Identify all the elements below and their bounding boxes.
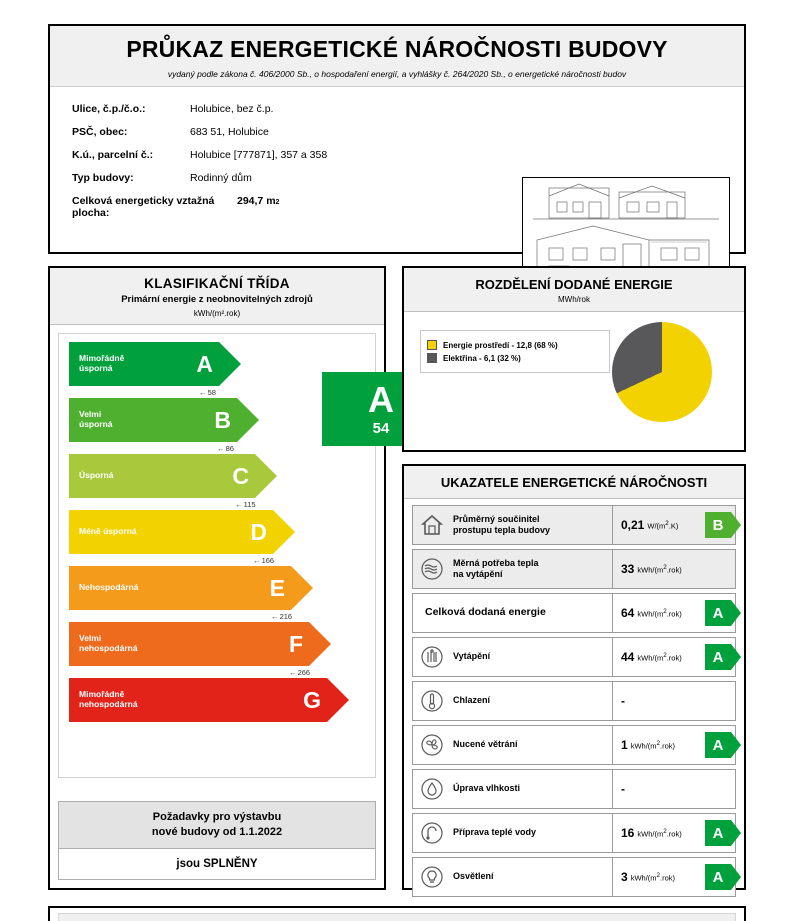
table-row [72, 149, 532, 161]
scale-band-a [69, 342, 219, 386]
band-letter: F [288, 630, 303, 657]
distribution-header [404, 268, 744, 312]
band-tick-c: ← 115 [235, 500, 256, 509]
list-item [412, 549, 736, 589]
header-title-block [50, 26, 744, 87]
table-row-area [72, 195, 532, 219]
legend-label: Energie prostředí - 12,8 (68 %) [443, 340, 558, 350]
indicator-value-cell [612, 769, 736, 809]
band-label: Méně úsporná [79, 526, 137, 537]
indicator-unit: kWh/$(m^2.rok)$ [630, 871, 676, 883]
indicator-label-cell [412, 505, 612, 545]
list-item [412, 769, 736, 809]
indicator-unit: kWh/$(m^2.rok)$ [630, 739, 676, 751]
list-item-total [412, 593, 736, 633]
indicator-label: Úprava vlhkosti [453, 783, 521, 794]
band-letter: C [232, 462, 249, 489]
table-row [72, 103, 532, 115]
fan-icon [419, 732, 445, 758]
area-exponent: 2 [275, 199, 280, 206]
indicators-header [404, 466, 744, 499]
requirements-result: jsou SPLNĚNY [58, 849, 376, 880]
indicator-label-cell [412, 681, 612, 721]
list-item [412, 857, 736, 897]
legend-swatch-environment [427, 340, 437, 350]
info-label: Typ budovy: [72, 172, 134, 184]
bulb-icon [419, 864, 445, 890]
info-label: K.ú., parcelní č.: [72, 149, 154, 161]
indicator-badge: A [705, 864, 731, 890]
page-title: PRŮKAZ ENERGETICKÉ NÁROČNOSTI BUDOVY [126, 36, 668, 62]
requirements-title: Požadavky pro výstavbu nové budovy od 1.1.2022 [58, 801, 376, 849]
band-label: Velmi nehospodárná [79, 633, 138, 653]
scale-band-e [69, 566, 291, 610]
classification-title: KLASIFIKAČNÍ TŘÍDA [144, 276, 290, 291]
area-label: Celková energeticky vztažná plocha: [72, 195, 215, 219]
indicators-panel [402, 464, 746, 890]
indicator-value: 3 [621, 870, 628, 884]
indicator-unit: kWh/$(m^2.rok)$ [637, 827, 682, 839]
band-label: Úsporná [79, 470, 114, 481]
house-icon [419, 512, 445, 538]
indicator-badge: A [705, 820, 731, 846]
legend-item [427, 340, 603, 350]
bottom-panel [48, 906, 746, 921]
indicator-unit: kWh/$(m^2.rok)$ [637, 563, 682, 575]
indicator-value-cell [612, 505, 736, 545]
band-letter: B [214, 406, 231, 433]
indicator-value: - [621, 782, 625, 796]
info-value: Holubice, bez č.p. [190, 103, 274, 115]
indicator-badge: B [705, 512, 731, 538]
table-row [72, 126, 532, 138]
indicator-value-cell [612, 593, 736, 633]
indicator-unit: kWh/$(m^2.rok)$ [637, 651, 682, 663]
rating-value: 54 [372, 419, 390, 437]
indicator-label-cell [412, 637, 612, 677]
band-letter: G [303, 686, 321, 713]
band-tick-d: ← 166 [253, 556, 275, 565]
indicator-label: Vytápění [453, 651, 491, 662]
indicator-label: Nucené větrání [453, 739, 518, 750]
indicator-badge: A [705, 644, 731, 670]
classification-unit: kWh/(m².rok) [193, 309, 241, 318]
legend-swatch-electricity [427, 353, 437, 363]
heat-waves-icon [419, 556, 445, 582]
bottom-panel-bar [58, 913, 736, 921]
indicator-value-cell [612, 725, 736, 765]
distribution-panel [402, 266, 746, 452]
band-label: Mimořádně úsporná [79, 353, 125, 373]
indicator-value-cell [612, 549, 736, 589]
scale-band-c [69, 454, 255, 498]
header-panel [48, 24, 746, 254]
band-letter: A [196, 350, 213, 377]
scale-band-b [69, 398, 237, 442]
band-label: Nehospodárná [79, 582, 139, 593]
building-info-table [72, 103, 532, 230]
indicator-value: 16 [621, 826, 635, 840]
indicator-value: - [621, 694, 625, 708]
indicator-label: Příprava teplé vody [453, 827, 537, 838]
indicator-value-cell [612, 681, 736, 721]
distribution-body [404, 312, 744, 432]
table-row [72, 172, 532, 184]
scale-band-f [69, 622, 309, 666]
indicator-label: Celková dodaná energie [425, 606, 546, 619]
requirements-block [58, 801, 376, 880]
pie-chart [612, 322, 712, 422]
info-label: PSČ, obec: [72, 126, 128, 138]
list-item [412, 505, 736, 545]
classification-header [50, 268, 384, 325]
info-value: Holubice [777871], 357 a 358 [190, 149, 328, 161]
distribution-title: ROZDĚLENÍ DODANÉ ENERGIE [475, 277, 673, 292]
list-item [412, 813, 736, 853]
classification-panel [48, 266, 394, 890]
indicator-value: 44 [621, 650, 635, 664]
indicator-value: 0,21 [621, 518, 645, 532]
indicators-title: UKAZATELE ENERGETICKÉ NÁROČNOSTI [440, 475, 708, 490]
indicator-unit: kWh/$(m^2.rok)$ [637, 607, 682, 619]
indicator-label-cell [412, 769, 612, 809]
chart-legend [420, 330, 610, 373]
indicator-badge: A [705, 600, 731, 626]
indicator-label-cell [412, 813, 612, 853]
band-tick-f: ← 266 [289, 668, 311, 677]
indicator-label: Průměrný součinitel prostupu tepla budovy [453, 513, 551, 535]
list-item [412, 637, 736, 677]
indicator-label-cell [412, 857, 612, 897]
band-letter: E [269, 574, 285, 601]
list-item [412, 681, 736, 721]
header-body [50, 87, 744, 252]
indicator-value: 64 [621, 606, 635, 620]
indicator-label: Chlazení [453, 695, 491, 706]
indicator-value-cell [612, 857, 736, 897]
indicator-value: 1 [621, 738, 628, 752]
band-label: Mimořádně nehospodárná [79, 689, 138, 709]
humidity-icon [419, 776, 445, 802]
scale-band-d [69, 510, 273, 554]
thermometer-icon [419, 688, 445, 714]
indicator-label: Měrná potřeba tepla na vytápění [453, 557, 539, 579]
band-tick-e: ← 216 [271, 612, 293, 621]
radiator-icon [419, 644, 445, 670]
info-label: Ulice, č.p./č.o.: [72, 103, 146, 115]
band-tick-a: ← 58 [199, 388, 216, 397]
indicator-label: Osvětlení [453, 871, 494, 882]
indicators-list [404, 499, 744, 897]
legend-label: Elektřina - 6,1 (32 %) [443, 353, 521, 363]
info-value: Rodinný dům [190, 172, 252, 184]
legend-item [427, 353, 603, 363]
classification-subtitle: Primární energie z neobnovitelných zdrojů [121, 294, 313, 305]
info-value: 683 51, Holubice [190, 126, 269, 138]
indicator-label-cell [412, 593, 612, 633]
list-item [412, 725, 736, 765]
shower-icon [419, 820, 445, 846]
indicator-unit: $W/(m^2.K)$ [647, 519, 679, 531]
scale-band-g [69, 678, 327, 722]
indicator-value-cell [612, 813, 736, 853]
rating-letter: A [368, 378, 394, 420]
band-tick-b: ← 86 [217, 444, 234, 453]
indicator-value: 33 [621, 562, 635, 576]
page-subtitle: vydaný podle zákona č. 406/2000 Sb., o hospodaření energií, a vyhlášky č. 264/2020 Sb., o energetické náročnosti budov [167, 69, 627, 79]
band-label: Velmi úsporná [79, 409, 113, 429]
distribution-unit: MWh/rok [558, 295, 590, 304]
indicator-badge: A [705, 732, 731, 758]
indicator-label-cell [412, 725, 612, 765]
area-value: 294,7 m [237, 195, 276, 207]
band-letter: D [250, 518, 267, 545]
indicator-value-cell [612, 637, 736, 677]
indicator-label-cell [412, 549, 612, 589]
